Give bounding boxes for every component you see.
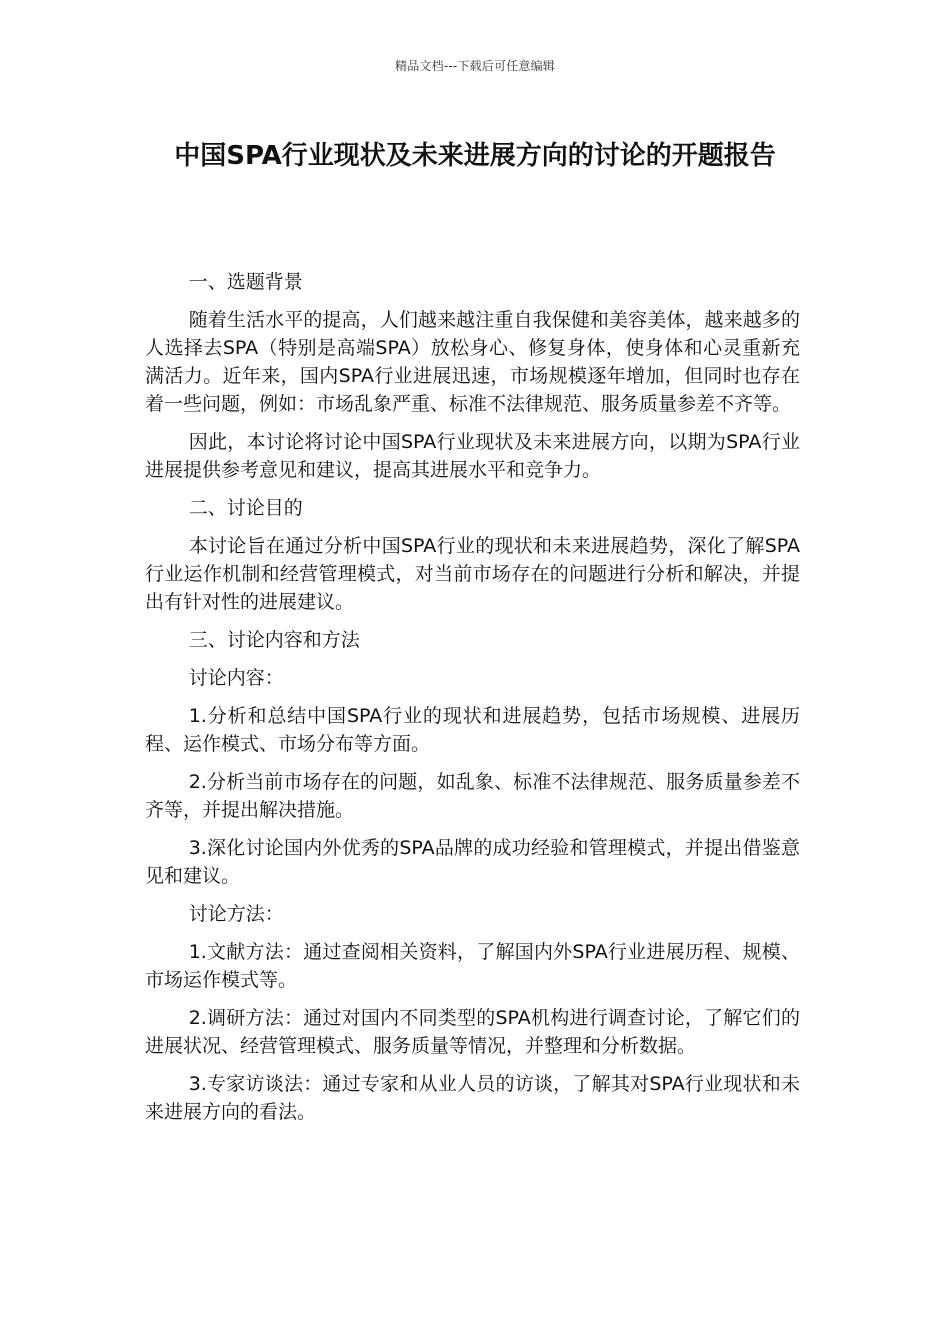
subheading-content: 讨论内容： (188, 667, 284, 689)
list-item-content-2: 2.分析当前市场存在的问题，如乱象、标准不法律规范、服务质量参差不齐等，并提出解决措施。 (145, 771, 800, 821)
header-note: 精品文档---下载后可任意编辑 (395, 59, 555, 73)
section-heading-content-methods: 三、讨论内容和方法 (188, 629, 360, 651)
list-item-content-1: 1.分析和总结中国SPA行业的现状和进展趋势，包括市场规模、进展历程、运作模式、市场分布等方面。 (145, 705, 800, 755)
list-item-content-3: 3.深化讨论国内外优秀的SPA品牌的成功经验和管理模式，并提出借鉴意见和建议。 (145, 837, 800, 887)
paragraph-background-1: 随着生活水平的提高，人们越来越注重自我保健和美容美体，越来越多的人选择去SPA（特别是高端SPA）放松身心、修复身体，使身体和心灵重新充满活力。近年来，国内SPA行业进展迅速，市场规模逐年增加，但同时也存在着一些问题，例如：市场乱象严重、标准不法律规范、服务质量参差不齐等。 (145, 309, 800, 415)
subheading-methods: 讨论方法： (188, 903, 284, 925)
section-heading-background: 一、选题背景 (188, 271, 303, 293)
list-item-method-3: 3.专家访谈法：通过专家和从业人员的访谈，了解其对SPA行业现状和未来进展方向的看法。 (145, 1073, 800, 1123)
list-item-method-2: 2.调研方法：通过对国内不同类型的SPA机构进行调查讨论，了解它们的进展状况、经营管理模式、服务质量等情况，并整理和分析数据。 (145, 1007, 800, 1057)
paragraph-purpose: 本讨论旨在通过分析中国SPA行业的现状和未来进展趋势，深化了解SPA行业运作机制和经营管理模式，对当前市场存在的问题进行分析和解决，并提出有针对性的进展建议。 (145, 535, 800, 613)
document-body (145, 268, 800, 1136)
list-item-method-1: 1.文献方法：通过查阅相关资料，了解国内外SPA行业进展历程、规模、市场运作模式等。 (145, 941, 800, 991)
document-title: 中国SPA行业现状及未来进展方向的讨论的开题报告 (174, 141, 776, 171)
paragraph-background-2: 因此，本讨论将讨论中国SPA行业现状及未来进展方向，以期为SPA行业进展提供参考意见和建议，提高其进展水平和竞争力。 (145, 431, 800, 481)
section-heading-purpose: 二、讨论目的 (188, 497, 303, 519)
